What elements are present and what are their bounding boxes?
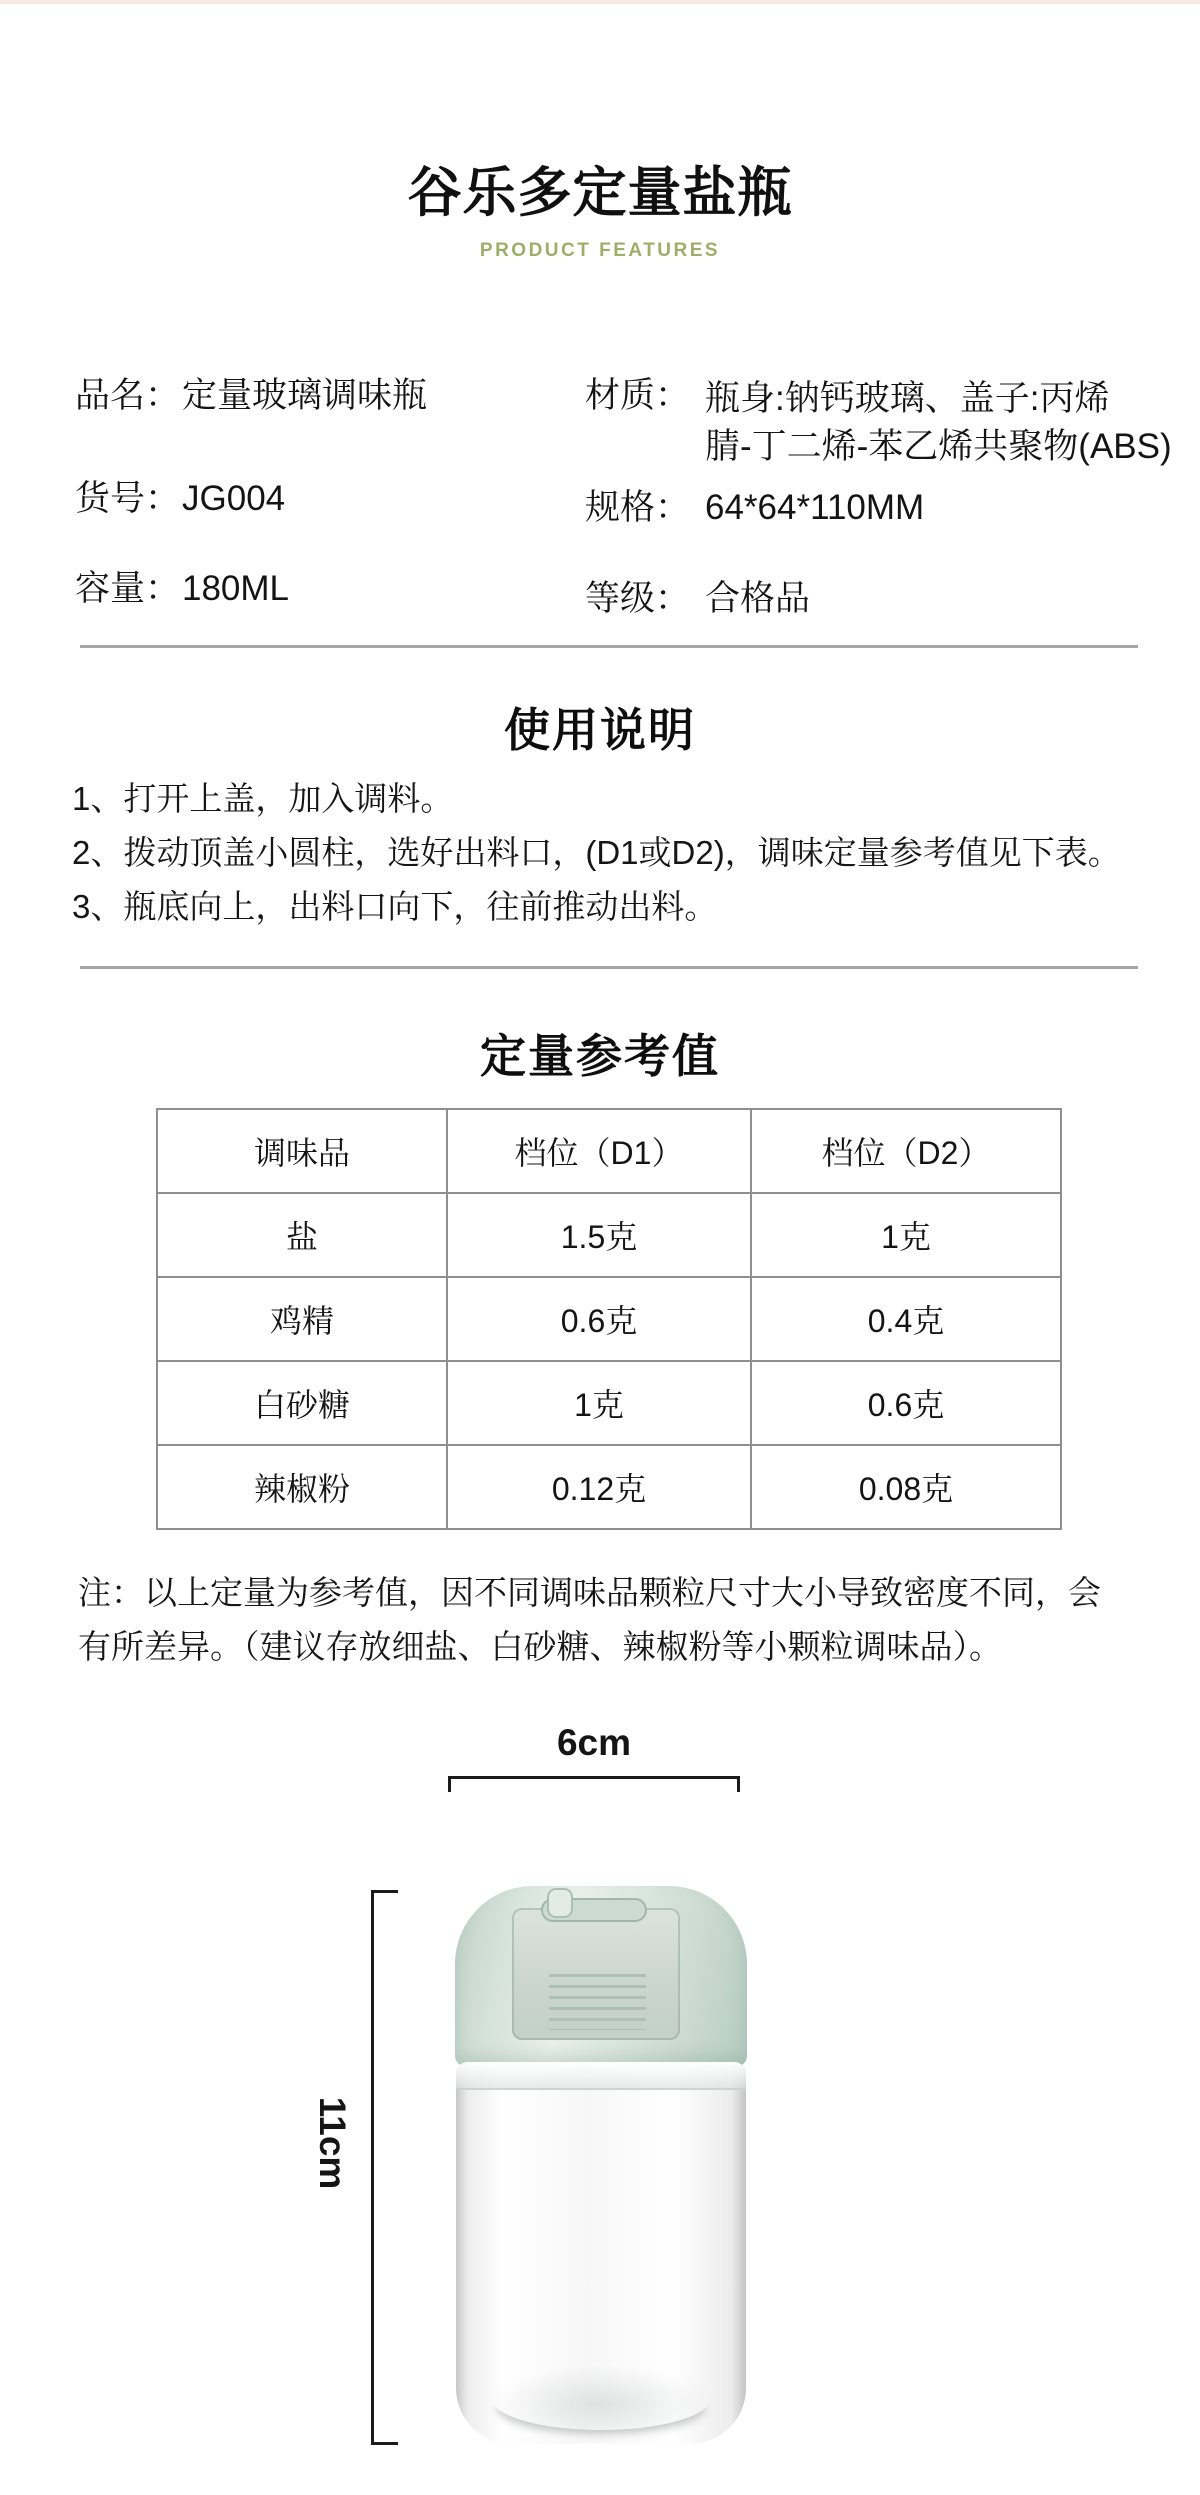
dosage-table [156,1108,1062,1530]
table-header-row [157,1109,1061,1193]
table-cell: 0.12克 [447,1445,751,1529]
spec-label: 容量： [75,569,181,608]
top-accent-border [0,0,1200,4]
spec-label: 货号： [75,479,181,518]
spec-row-size [585,487,924,529]
reference-heading: 定量参考值 [480,1030,720,1082]
bottle-glass-body [456,2062,746,2444]
table-cell: 1.5克 [447,1193,751,1277]
glass-lip [456,2062,746,2090]
width-dimension-bracket [448,1776,740,1795]
spec-label: 等级： [585,579,691,618]
divider-reference [80,966,1138,969]
spec-value: 合格品 [705,579,811,618]
table-cell: 盐 [157,1193,447,1277]
table-row [157,1193,1061,1277]
spec-value [705,375,1172,471]
page-subtitle: PRODUCT FEATURES [479,240,721,261]
glass-bottom-highlight [491,2366,711,2430]
spec-value-line-1: 瓶身:钠钙玻璃、盖子:丙烯 [705,379,1110,418]
table-cell: 1克 [751,1193,1061,1277]
table-cell: 0.6克 [447,1277,751,1361]
cap-vent-lines [549,1974,646,2030]
spec-label: 规格： [585,488,691,527]
table-cell: 1克 [447,1361,751,1445]
table-cell: 0.6克 [751,1361,1061,1445]
divider-usage [80,645,1138,648]
spec-value: 定量玻璃调味瓶 [182,376,428,415]
usage-heading: 使用说明 [504,704,696,756]
spec-value: 180ML [182,569,290,608]
spec-value: JG004 [182,479,286,518]
col-header-seasoning: 调味品 [157,1109,447,1193]
height-dimension-label: 11cm [312,2096,353,2190]
bottle-cap [455,1886,747,2066]
height-dimension-line [371,1890,401,2445]
bottle-photo [455,1886,747,2446]
cap-slider-pin [547,1888,573,1918]
dosage-note-line-1: 注：以上定量为参考值，因不同调味品颗粒尺寸大小导致密度不同，会 [78,1574,1101,1611]
cap-flip-panel [512,1908,680,2040]
table-cell: 白砂糖 [157,1361,447,1445]
usage-step-2: 2、拨动顶盖小圆柱，选好出料口，(D1或D2)，调味定量参考值见下表。 [72,834,1121,871]
table-cell: 0.4克 [751,1277,1061,1361]
usage-step-1: 1、打开上盖，加入调料。 [72,780,454,817]
spec-value: 64*64*110MM [705,488,925,527]
col-header-d2: 档位（D2） [751,1109,1061,1193]
table-row [157,1277,1061,1361]
table-cell: 0.08克 [751,1445,1061,1529]
spec-row-product-name [75,375,427,417]
spec-row-material [585,375,1172,471]
spec-value-line-2: 腈-丁二烯-苯乙烯共聚物(ABS) [705,427,1172,466]
spec-row-item-no [75,478,285,520]
dosage-note-line-2: 有所差异。（建议存放细盐、白砂糖、辣椒粉等小颗粒调味品）。 [78,1628,1002,1665]
page-title: 谷乐多定量盐瓶 [407,163,793,223]
table-cell: 鸡精 [157,1277,447,1361]
usage-step-3: 3、瓶底向上，出料口向下，往前推动出料。 [72,888,718,925]
table-row [157,1361,1061,1445]
spec-label: 材质： [585,376,691,415]
dosage-note [78,1566,1158,1674]
table-row [157,1445,1061,1529]
spec-row-capacity [75,568,289,610]
width-dimension-label: 6cm [556,1722,632,1763]
table-cell: 辣椒粉 [157,1445,447,1529]
col-header-d1: 档位（D1） [447,1109,751,1193]
spec-row-grade [585,578,810,620]
spec-label: 品名： [75,376,181,415]
